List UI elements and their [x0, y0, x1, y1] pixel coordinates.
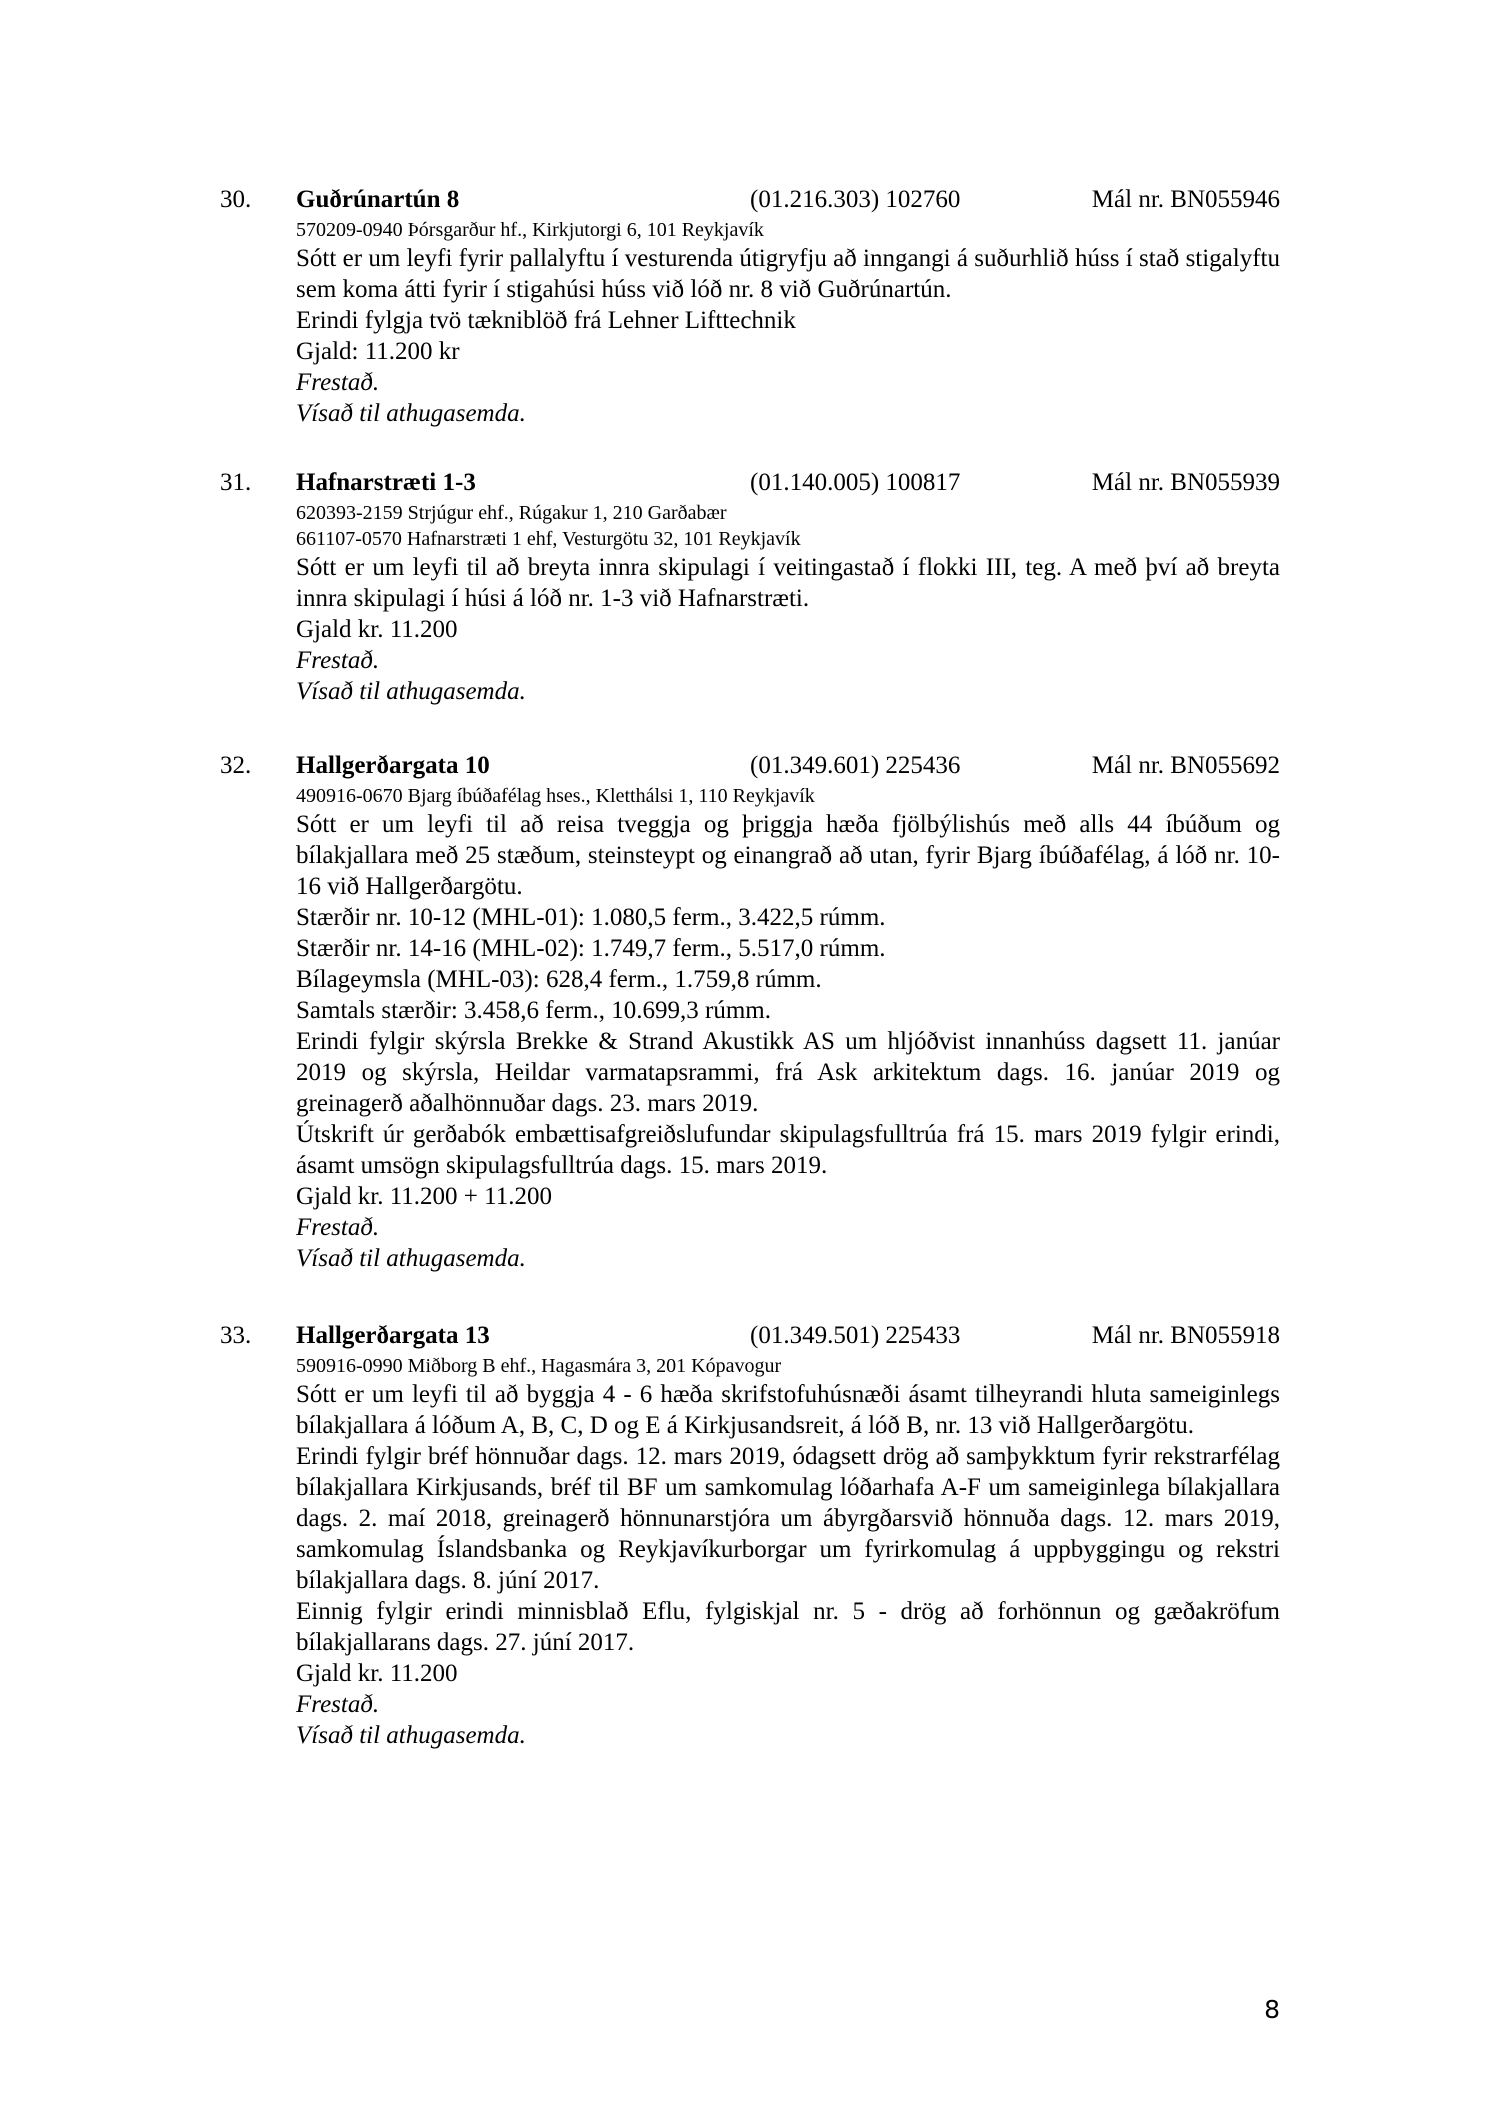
item-number: 33.: [220, 1322, 252, 1349]
item-address: Guðrúnartún 8: [296, 186, 460, 213]
item-case-number: Mál nr. BN055946: [1091, 186, 1280, 213]
item-referral: Vísað til athugasemda.: [296, 400, 526, 427]
item-header: [220, 466, 1280, 500]
item-body: [296, 783, 1280, 1274]
item-fee: Gjald: 11.200 kr: [296, 338, 460, 365]
item-case-number: Mál nr. BN055939: [1091, 469, 1280, 496]
item-attachments: Erindi fylgir skýrsla Brekke & Strand Akustikk AS um hljóðvist innanhúss dagsett 11. janúar 2019 og skýrsla, Heildar varmatapsrammi, frá Ask arkitektum dags. 16. janúar 2019 og greinagerð aðalhönnuðar dags. 23. mars 2019.: [296, 1028, 1280, 1117]
item-header: [220, 183, 1280, 217]
item-body: [296, 500, 1280, 707]
page-number: 8: [1264, 1995, 1280, 2024]
item-case-number: Mál nr. BN055692: [1091, 752, 1280, 779]
item-owner: 661107-0570 Hafnarstræti 1 ehf, Vesturgötu 32, 101 Reykjavík: [296, 528, 801, 550]
item-description: Sótt er um leyfi fyrir pallalyftu í vesturenda útigryfju að inngangi á suðurhlið húss í stað stigalyftu sem koma átti fyrir í stigahúsi húss við lóð nr. 8 við Guðrúnartún.: [296, 245, 1280, 303]
item-header: [220, 749, 1280, 783]
item-size: Stærðir nr. 14-16 (MHL-02): 1.749,7 ferm., 5.517,0 rúmm.: [296, 935, 886, 962]
item-reference: (01.349.501) 225433: [750, 1322, 961, 1349]
item-status: Frestað.: [296, 369, 380, 396]
item-reference: (01.140.005) 100817: [750, 469, 961, 496]
item-address: Hafnarstræti 1-3: [296, 469, 476, 496]
item-description: Sótt er um leyfi til að byggja 4 - 6 hæða skrifstofuhúsnæði ásamt tilheyrandi hluta sameiginlegs bílakjallara á lóðum A, B, C, D og E á Kirkjusandsreit, á lóð B, nr. 13 við Hallgerðargötu.: [296, 1381, 1280, 1439]
agenda-item-32: [220, 749, 1280, 1274]
item-owner: 490916-0670 Bjarg íbúðafélag hses., Kletthálsi 1, 110 Reykjavík: [296, 785, 815, 807]
item-header: [220, 1319, 1280, 1353]
item-owner: 620393-2159 Strjúgur ehf., Rúgakur 1, 210 Garðabær: [296, 502, 727, 524]
item-size: Samtals stærðir: 3.458,6 ferm., 10.699,3 rúmm.: [296, 997, 771, 1024]
item-description: Sótt er um leyfi til að reisa tveggja og þriggja hæða fjölbýlishús með alls 44 íbúðum og bílakjallara með 25 stæðum, steinsteypt og einangrað að utan, fyrir Bjarg íbúðafélag, á lóð nr. 10-16 við Hallgerðargötu.: [296, 811, 1280, 900]
item-description: Sótt er um leyfi til að breyta innra skipulagi í veitingastað í flokki III, teg. A með því að breyta innra skipulagi í húsi á lóð nr. 1-3 við Hafnarstræti.: [296, 554, 1280, 612]
item-size: Stærðir nr. 10-12 (MHL-01): 1.080,5 ferm., 3.422,5 rúmm.: [296, 904, 886, 931]
item-attachments: Erindi fylgja tvö tækniblöð frá Lehner Lifttechnik: [296, 307, 796, 334]
agenda-item-33: [220, 1319, 1280, 1751]
item-referral: Vísað til athugasemda.: [296, 1722, 526, 1749]
item-attachments: Erindi fylgir bréf hönnuðar dags. 12. mars 2019, ódagsett drög að samþykktum fyrir rekstrarfélag bílakjallara Kirkjusands, bréf til BF um samkomulag lóðarhafa A-F um sameiginlega bílakjallara dags. 2. maí 2018, greinagerð hönnunarstjóra um ábyrgðarsvið hönnuða dags. 12. mars 2019, samkomulag Íslandsbanka og Reykjavíkurborgar um fyrirkomulag á uppbyggingu og rekstri bílakjallara dags. 8. júní 2017.: [296, 1443, 1280, 1594]
item-extract: Útskrift úr gerðabók embættisafgreiðslufundar skipulagsfulltrúa frá 15. mars 2019 fylgir erindi, ásamt umsögn skipulagsfulltrúa dags. 15. mars 2019.: [296, 1121, 1280, 1179]
item-body: [296, 217, 1280, 429]
item-status: Frestað.: [296, 647, 380, 674]
item-status: Frestað.: [296, 1214, 380, 1241]
item-status: Frestað.: [296, 1691, 380, 1718]
agenda-item-31: [220, 466, 1280, 707]
item-fee: Gjald kr. 11.200: [296, 616, 458, 643]
item-reference: (01.349.601) 225436: [750, 752, 961, 779]
item-owner: 590916-0990 Miðborg B ehf., Hagasmára 3, 201 Kópavogur: [296, 1355, 782, 1377]
item-number: 31.: [220, 469, 252, 496]
item-owner: 570209-0940 Þórsgarður hf., Kirkjutorgi 6, 101 Reykjavík: [296, 219, 764, 241]
item-address: Hallgerðargata 13: [296, 1322, 490, 1349]
item-number: 32.: [220, 752, 252, 779]
item-case-number: Mál nr. BN055918: [1091, 1322, 1280, 1349]
item-referral: Vísað til athugasemda.: [296, 1245, 526, 1272]
item-referral: Vísað til athugasemda.: [296, 678, 526, 705]
item-memo: Einnig fylgir erindi minnisblað Eflu, fylgiskjal nr. 5 - drög að forhönnun og gæðakröfum bílakjallarans dags. 27. júní 2017.: [296, 1598, 1280, 1656]
item-body: [296, 1353, 1280, 1751]
item-reference: (01.216.303) 102760: [750, 186, 961, 213]
item-address: Hallgerðargata 10: [296, 752, 490, 779]
agenda-item-30: [220, 183, 1280, 429]
item-number: 30.: [220, 186, 252, 213]
item-size: Bílageymsla (MHL-03): 628,4 ferm., 1.759,8 rúmm.: [296, 966, 822, 993]
item-fee: Gjald kr. 11.200: [296, 1660, 458, 1687]
item-fee: Gjald kr. 11.200 + 11.200: [296, 1183, 552, 1210]
